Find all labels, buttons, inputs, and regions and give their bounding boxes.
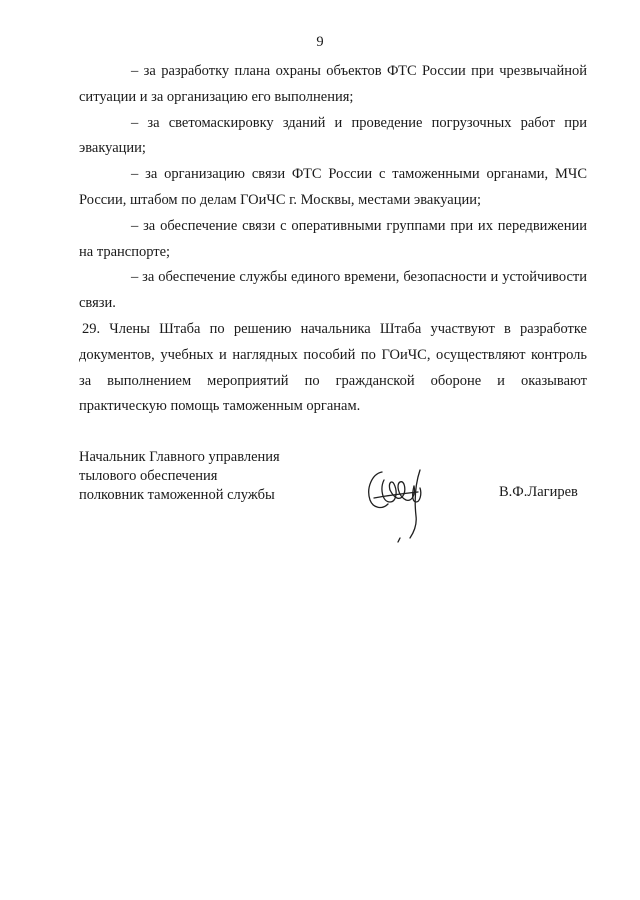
signatory-position-line-2: тылового обеспечения	[79, 468, 218, 484]
paragraph-blackout-loading: – за светомаскировку зданий и проведение погрузочных работ при эвакуации;	[79, 114, 587, 157]
signatory-position	[79, 448, 280, 505]
paragraph-29: 29. Члены Штаба по решению начальника Штаба участвуют в разработке документов, учебных и наглядных пособий по ГОиЧС, осуществляют контроль за выполнением мероприятий по гражданской обороне и оказывают практическую помощь таможенным органам.	[79, 320, 587, 415]
signatory-position-line-1: Начальник Главного управления	[79, 449, 280, 465]
page-number: 9	[316, 34, 324, 50]
paragraph-communications-organization: – за организацию связи ФТС России с таможенными органами, МЧС России, штабом по делам ГОиЧС г. Москвы, местами эвакуации;	[79, 166, 587, 208]
handwritten-signature	[360, 458, 440, 546]
paragraph-operative-groups-link: – за обеспечение связи с оперативными группами при их передвижении на транспорте;	[79, 217, 587, 260]
paragraph-unified-time-service: – за обеспечение службы единого времени, безопасности и устойчивости связи.	[79, 269, 587, 312]
signatory-position-line-3: полковник таможенной службы	[79, 487, 275, 503]
signatory-name: В.Ф.Лагирев	[499, 484, 578, 500]
document-body	[79, 59, 587, 420]
paragraph-fts-protection-plan: – за разработку плана охраны объектов ФТС России при чрезвычайной ситуации и за организацию его выполнения;	[79, 63, 587, 105]
